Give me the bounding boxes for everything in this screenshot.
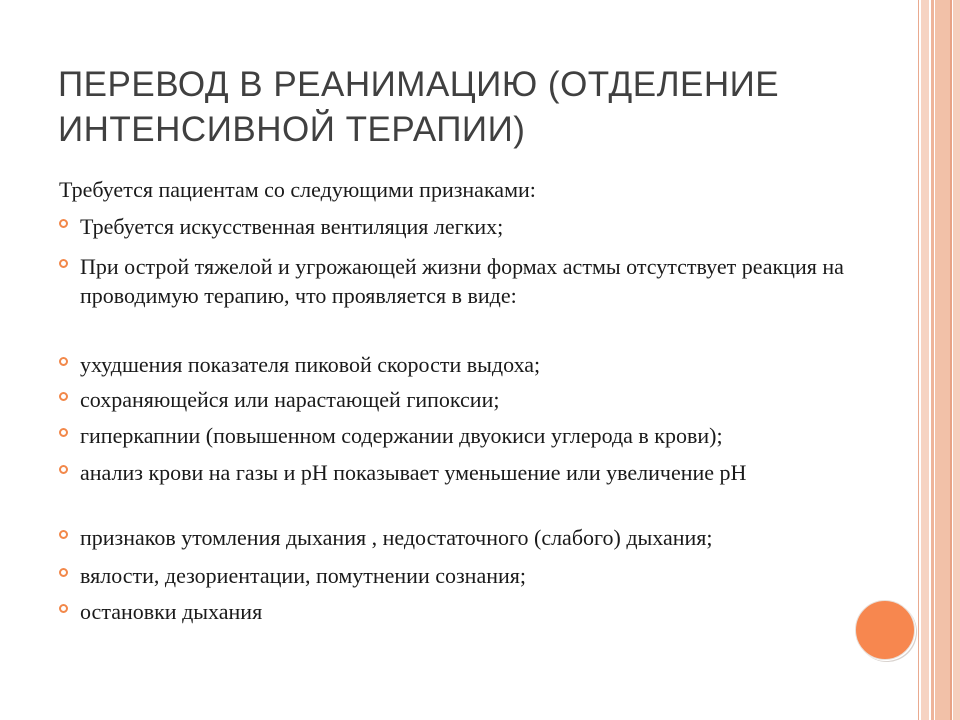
decorative-stripe xyxy=(950,0,952,720)
list-item xyxy=(59,252,859,310)
decorative-stripe xyxy=(935,0,950,720)
list-item-text: вялости, дезориентации, помутнении сознания; xyxy=(80,563,526,588)
list-item-text: остановки дыхания xyxy=(80,599,263,624)
bullet-icon xyxy=(59,568,68,577)
list-item-text: сохраняющейся или нарастающей гипоксии; xyxy=(80,387,500,412)
bullet-icon xyxy=(59,259,68,268)
list-item xyxy=(59,561,859,590)
slide-title xyxy=(58,62,878,152)
bullet-icon xyxy=(59,465,68,474)
decorative-stripe xyxy=(953,0,960,720)
list-item-text: При острой тяжелой и угрожающей жизни формах астмы отсутствует реакция на проводимую терапию, что проявляется в виде: xyxy=(80,254,844,308)
decorative-stripe xyxy=(918,0,919,720)
list-item-text: анализ крови на газы и pH показывает уменьшение или увеличение pH xyxy=(80,460,747,485)
slide-title-line-1: ПЕРЕВОД В РЕАНИМАЦИЮ (ОТДЕЛЕНИЕ xyxy=(58,65,780,104)
intro-text: Требуется пациентам со следующими признаками: xyxy=(59,177,536,202)
list-item xyxy=(59,350,859,379)
bullet-icon xyxy=(59,604,68,613)
list-item xyxy=(59,385,859,414)
decorative-stripe xyxy=(921,0,929,720)
slide-title-line-2: ИНТЕНСИВНОЙ ТЕРАПИИ) xyxy=(58,110,526,149)
list-item xyxy=(59,212,859,241)
list-item xyxy=(59,458,859,487)
bullet-icon xyxy=(59,530,68,539)
bullet-icon xyxy=(59,357,68,366)
list-item-text: признаков утомления дыхания , недостаточного (слабого) дыхания; xyxy=(80,525,713,550)
list-item xyxy=(59,523,859,552)
bullet-icon xyxy=(59,392,68,401)
decorative-circle xyxy=(855,600,915,660)
bullet-icon xyxy=(59,219,68,228)
list-item xyxy=(59,597,859,626)
list-item-text: Требуется искусственная вентиляция легких; xyxy=(80,214,504,239)
bullet-icon xyxy=(59,428,68,437)
list-item-text: гиперкапнии (повышенном содержании двуокиси углерода в крови); xyxy=(80,423,723,448)
decorative-stripe xyxy=(931,0,934,720)
list-item-text: ухудшения показателя пиковой скорости выдоха; xyxy=(80,352,541,377)
list-item xyxy=(59,421,859,450)
